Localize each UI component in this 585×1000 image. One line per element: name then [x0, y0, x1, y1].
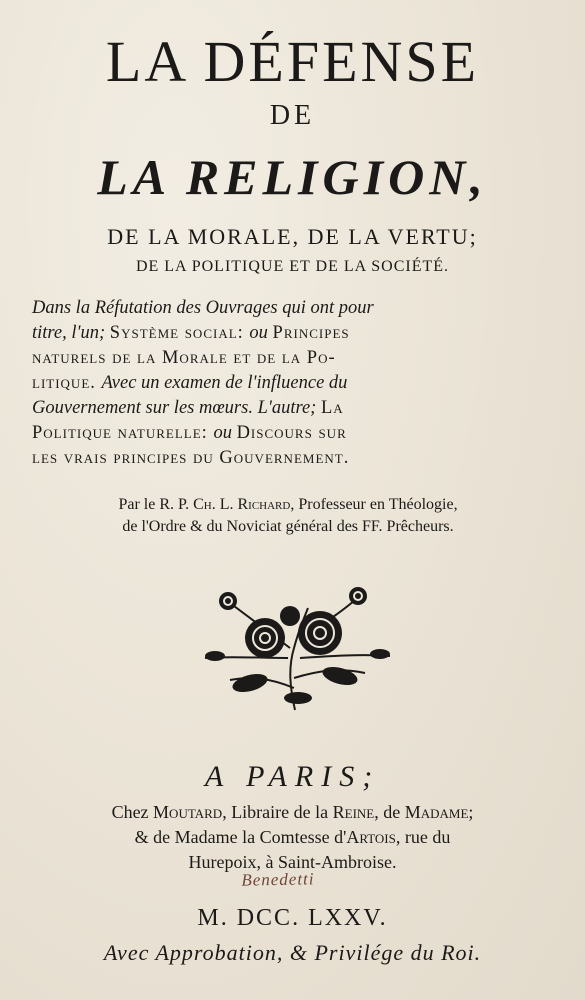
desc-line-4: litique. Avec un examen de l'influence du — [32, 373, 348, 393]
description-block — [32, 296, 540, 471]
desc-line-5: Gouvernement sur les mœurs. L'autre; La — [32, 398, 344, 418]
desc-line-3: naturels de la Morale et de la Po- — [32, 348, 336, 368]
author-line-2: de l'Ordre & du Noviciat général des FF. Prêcheurs. — [122, 518, 454, 535]
author-line-1: Par le R. P. Ch. L. Richard, Professeur en Théologie, — [118, 496, 458, 513]
place-of-publication: A PARIS; — [204, 760, 381, 793]
desc-line-6: Politique naturelle: ou Discours sur — [32, 423, 347, 443]
publisher-line-2: & de Madame la Comtesse d'Artois, rue du — [134, 827, 451, 847]
title-religion: LA RELIGION, — [97, 149, 488, 205]
publication-date: M. DCC. LXXV. — [197, 905, 388, 931]
approbation-line: Avec Approbation, & Privilége du Roi. — [103, 940, 482, 965]
author-block — [28, 494, 548, 538]
subtitle-morale: DE LA MORALE, DE LA VERTU; — [107, 224, 478, 249]
desc-line-2: titre, l'un; Système social: ou Principes — [32, 323, 350, 343]
title-de: DE — [269, 100, 316, 131]
publisher-line-1: Chez Moutard, Libraire de la Reine, de Madame; — [111, 802, 474, 822]
title-main: LA DÉFENSE — [105, 29, 480, 94]
publisher-block — [30, 800, 555, 875]
desc-line-7: les vrais principes du Gouvernement. — [32, 448, 350, 468]
publisher-line-3: Hurepoix, à Saint-Ambroise. — [188, 852, 397, 872]
floral-ornament-icon — [190, 578, 400, 718]
ownership-stamp: Benedetti — [241, 869, 315, 890]
desc-line-1: Dans la Réfutation des Ouvrages qui ont pour — [32, 298, 374, 318]
subtitle-politique: DE LA POLITIQUE ET DE LA SOCIÉTÉ. — [135, 258, 450, 275]
